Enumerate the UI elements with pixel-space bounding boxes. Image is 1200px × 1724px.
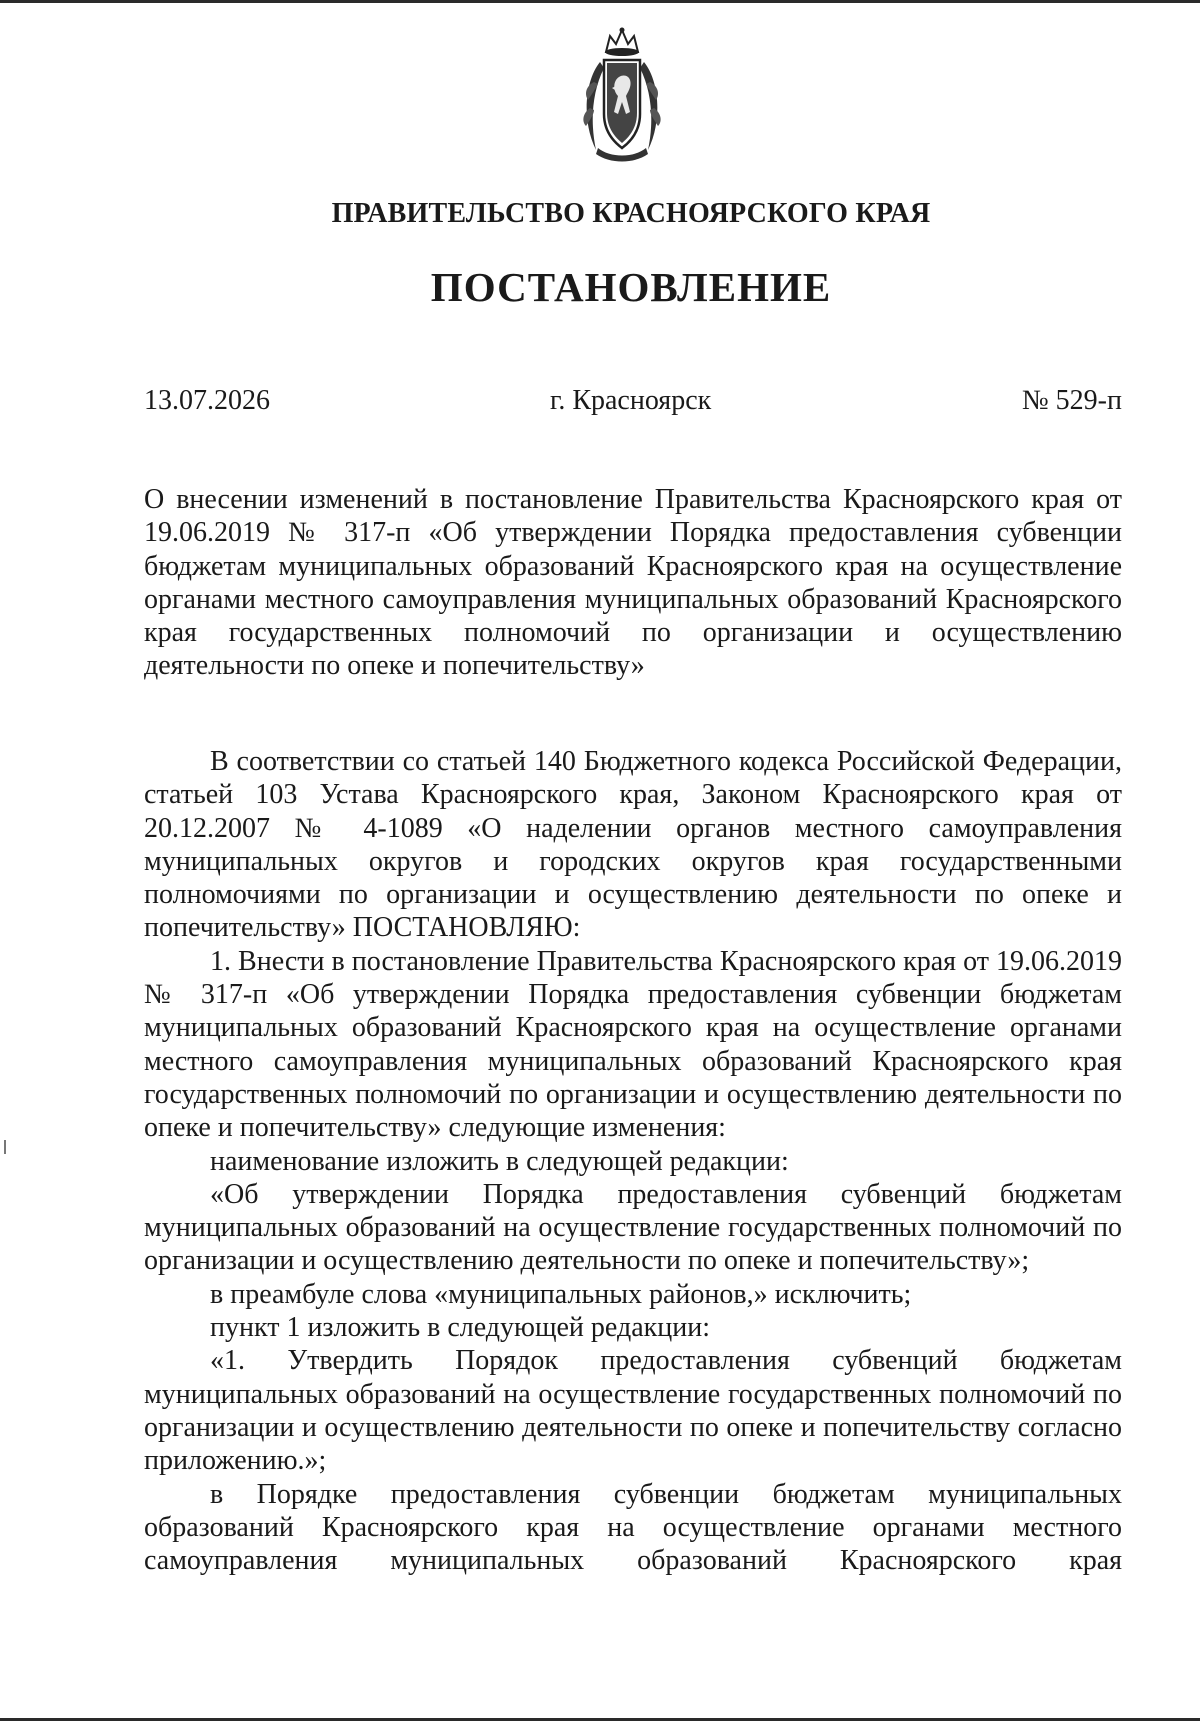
title-text: О внесении изменений в постановление Правительства Красноярского края от 19.06.2019 № 317-п «Об утверждении Порядка предоставления субвенции бюджетам муниципальных образований Красноярского края на осуществление органами местного самоуправления муниципальных образований Красноярского края государственных полномочий по организации и осуществлению деятельности по опеке и попечительству» (144, 484, 1122, 682)
document-number: № 529-п (1021, 385, 1122, 416)
document-title (144, 483, 1122, 683)
preamble-paragraph: В соответствии со статьей 140 Бюджетного кодекса Российской Федерации, статьей 103 Устава Красноярского края, Законом Красноярского края от 20.12.2007 № 4-1089 «О наделении органов местного самоуправления муниципальных округов и городских округов края государственными полномочиями по организации и осуществлению деятельности по опеке и попечительству» ПОСТАНОВЛЯЮ: (144, 746, 1122, 944)
document-city: г. Красноярск (550, 385, 712, 416)
document-date: 13.07.2026 (144, 385, 270, 416)
new-point-1-paragraph: «1. Утвердить Порядок предоставления субвенций бюджетам муниципальных образований на осуществление государственных полномочий по организации и осуществлению деятельности по опеке и попечительству согласно приложению.»; (144, 1345, 1122, 1477)
name-change-paragraph: наименование изложить в следующей редакции: (210, 1145, 789, 1177)
document-body (144, 745, 1122, 1577)
order-change-paragraph: в Порядке предоставления субвенции бюджетам муниципальных образований Красноярского края на осуществление органами местного самоуправления муниципальных образований Красноярского края (144, 1478, 1122, 1577)
document-type: ПОСТАНОВЛЕНИЕ (430, 264, 832, 310)
new-name-paragraph: «Об утверждении Порядка предоставления субвенций бюджетам муниципальных образований на осуществление государственных полномочий по организации и осуществлению деятельности по опеке и попечительству»; (144, 1178, 1122, 1277)
scan-mark (4, 1140, 6, 1154)
item-1-paragraph: 1. Внести в постановление Правительства Красноярского края от 19.06.2019 № 317-п «Об утверждении Порядка предоставления субвенции бюджетам муниципальных образований Красноярского края на осуществление органами местного самоуправления муниципальных образований Красноярского края государственных полномочий по организации и осуществлению деятельности по опеке и попечительству» следующие изменения: (144, 945, 1122, 1144)
point-1-change-paragraph: пункт 1 изложить в следующей редакции: (210, 1312, 710, 1344)
scan-edge-top (0, 0, 1200, 3)
krasnoyarsk-coat-of-arms-icon (576, 22, 668, 168)
organization-name: ПРАВИТЕЛЬСТВО КРАСНОЯРСКОГО КРАЯ (331, 198, 931, 229)
scan-edge-bottom (0, 1718, 1200, 1721)
preamble-change-paragraph: в преамбуле слова «муниципальных районов,» исключить; (210, 1278, 912, 1310)
